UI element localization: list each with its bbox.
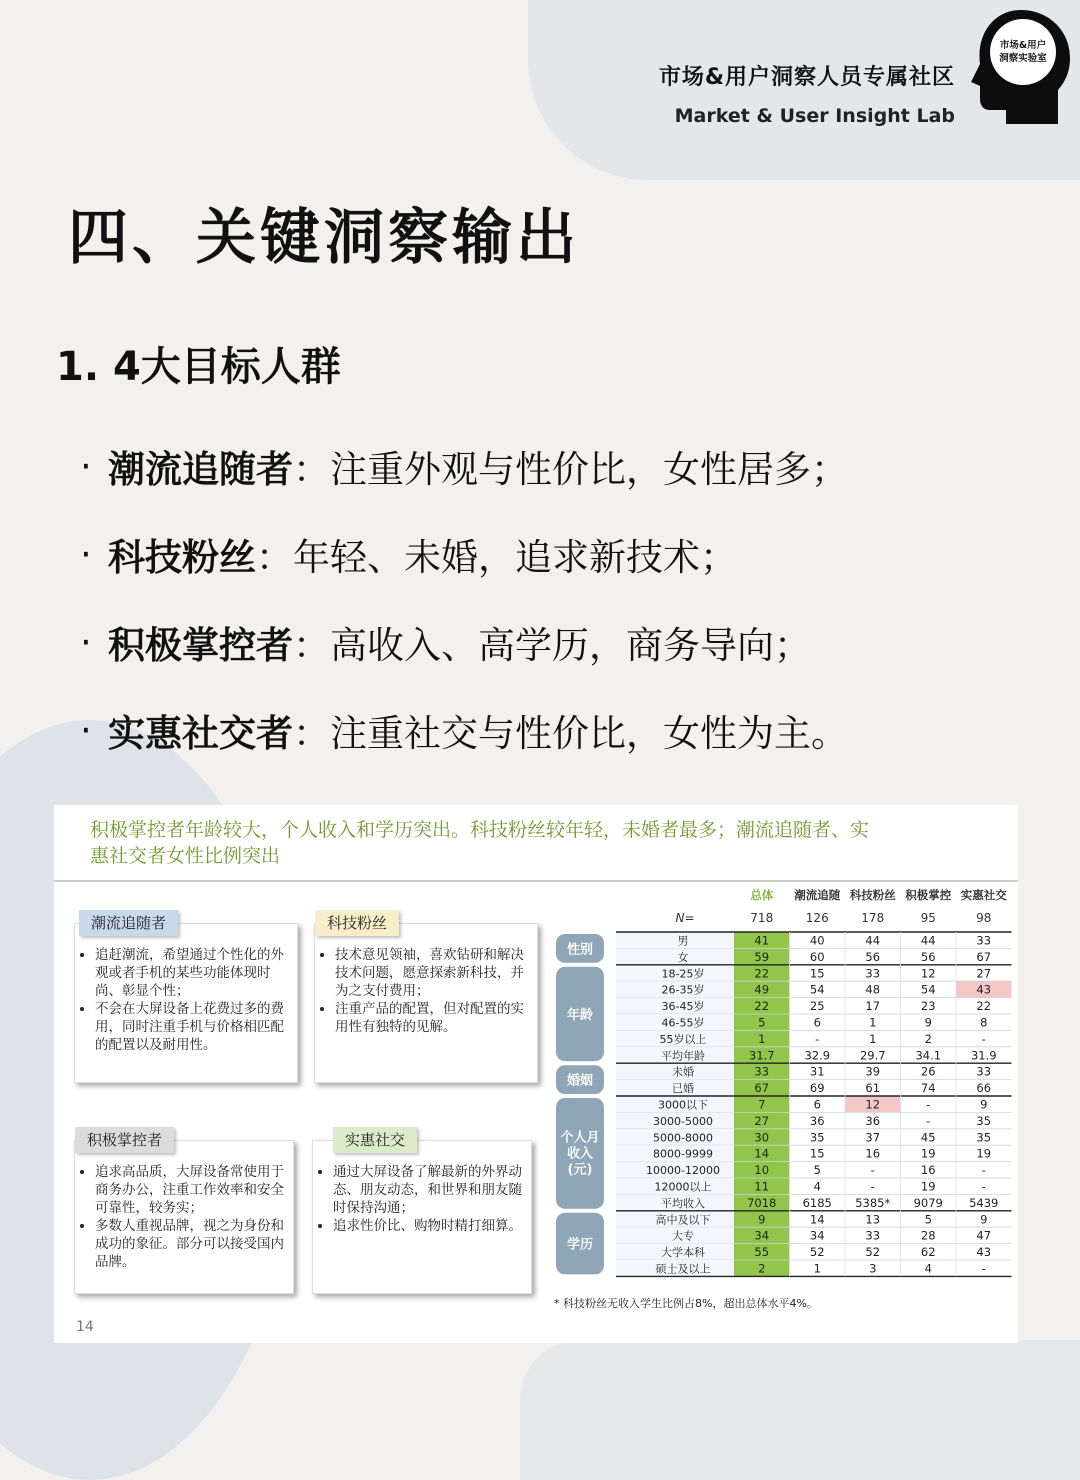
- row-label: 已婚: [672, 1082, 694, 1096]
- bullet-item: [80, 422, 848, 510]
- bullet-dot: ·: [80, 620, 92, 664]
- row-label: 55岁以上: [659, 1032, 707, 1046]
- card-item: • 技术意见领袖，喜欢钻研和解决技术问题，愿意探索新科技，并为之支付费用；: [335, 946, 529, 1000]
- table-cell: 30: [754, 1130, 770, 1145]
- card-item: • 追求性价比、购物时精打细算。: [333, 1217, 523, 1235]
- table-cell: 62: [920, 1245, 936, 1260]
- table-cell: 52: [865, 1245, 881, 1260]
- table-cell: 43: [976, 1245, 992, 1260]
- column-header: 总体: [750, 888, 774, 902]
- bullet-term: 科技粉丝: [108, 536, 256, 579]
- row-label-bg: [616, 932, 734, 948]
- table-cell: 54: [809, 982, 825, 997]
- embedded-slide: [54, 805, 1018, 1343]
- row-label: 18-25岁: [661, 967, 705, 981]
- table-cell: -: [815, 1031, 820, 1046]
- table-cell: -: [981, 1031, 986, 1046]
- bullet-item: [80, 510, 848, 598]
- table-cell: 6185: [802, 1195, 832, 1210]
- table-cell: 22: [754, 999, 770, 1014]
- row-label: 10000-12000: [646, 1164, 720, 1178]
- table-cell: 14: [754, 1146, 770, 1161]
- n-value: 126: [805, 911, 829, 925]
- table-cell: 1: [813, 1261, 821, 1276]
- table-cell: 2: [758, 1261, 766, 1276]
- row-label: 平均年龄: [661, 1049, 705, 1063]
- table-cell: 17: [865, 999, 881, 1014]
- page-number: 14: [76, 1319, 94, 1335]
- table-cell: 33: [865, 966, 881, 981]
- table-cell: 7: [758, 1097, 766, 1112]
- row-label: 3000-5000: [653, 1114, 713, 1128]
- table-cell: 34.1: [915, 1048, 942, 1063]
- row-label: 3000以下: [658, 1098, 708, 1112]
- table-cell: 59: [754, 949, 770, 964]
- table-cell: 14: [809, 1212, 825, 1227]
- row-label: 男: [677, 934, 689, 948]
- table-cell: 15: [809, 966, 825, 981]
- group-label: 年龄: [566, 1008, 594, 1023]
- table-cell: 9: [924, 1015, 932, 1030]
- table-cell: 9: [758, 1212, 766, 1227]
- card-item: • 通过大屏设备了解最新的外界动态、朋友动态，和世界和朋友随时保持沟通；: [333, 1163, 523, 1217]
- table-cell: 34: [754, 1228, 770, 1243]
- n-value: 178: [861, 911, 885, 925]
- table-cell: 66: [976, 1081, 992, 1096]
- n-value: 98: [976, 911, 992, 925]
- table-cell: -: [870, 1163, 875, 1178]
- table-cell: 32.9: [804, 1048, 831, 1063]
- table-cell: -: [926, 1113, 931, 1128]
- table-cell: 35: [976, 1113, 992, 1128]
- card-item: • 注重产品的配置，但对配置的实用性有独特的见解。: [335, 1000, 529, 1036]
- slide-headline: [90, 817, 990, 869]
- row-label: 女: [677, 950, 689, 964]
- table-cell: 47: [976, 1228, 992, 1243]
- card-item: • 多数人重视品牌，视之为身份和成功的象征。部分可以接受国内品牌。: [95, 1217, 285, 1271]
- card-item: • 追求高品质，大屏设备常使用于商务办公，注重工作效率和安全可靠性，较务实；: [95, 1163, 285, 1217]
- table-cell: 2: [924, 1031, 932, 1046]
- table-cell: -: [870, 1179, 875, 1194]
- card-tag: 科技粉丝: [315, 910, 399, 936]
- table-cell: 23: [920, 999, 936, 1014]
- table-cell: 15: [809, 1146, 825, 1161]
- table-cell: 31.9: [970, 1048, 997, 1063]
- row-label: 36-45岁: [661, 1000, 705, 1014]
- table-cell: 9079: [913, 1195, 943, 1210]
- table-cell: 61: [865, 1081, 881, 1096]
- table-cell: 19: [920, 1146, 936, 1161]
- n-value: 95: [920, 911, 936, 925]
- table-cell: 33: [976, 1064, 992, 1079]
- table-cell: 3: [869, 1261, 877, 1276]
- table-cell: -: [981, 1179, 986, 1194]
- table-cell: 31: [809, 1064, 825, 1079]
- table-cell: 12: [865, 1097, 881, 1112]
- row-label: 8000-9999: [653, 1147, 713, 1161]
- table-cell: 35: [809, 1130, 825, 1145]
- table-cell: 55: [754, 1245, 770, 1260]
- table-cell: 45: [920, 1130, 936, 1145]
- table-cell: 6: [813, 1097, 821, 1112]
- table-cell: 1: [869, 1015, 877, 1030]
- group-label: 个人月: [560, 1130, 600, 1146]
- table-cell: 33: [865, 1228, 881, 1243]
- row-label: 46-55岁: [661, 1016, 705, 1030]
- persona-card: [312, 1131, 532, 1294]
- table-cell: 5439: [969, 1195, 999, 1210]
- bullet-item: [80, 598, 848, 686]
- table-cell: 16: [865, 1146, 881, 1161]
- table-cell: 11: [754, 1179, 770, 1194]
- section-title: 1. 4大目标人群: [56, 344, 341, 390]
- table-cell: 34: [809, 1228, 825, 1243]
- table-cell: 41: [754, 933, 770, 948]
- group-label: 婚姻: [566, 1073, 594, 1089]
- table-cell: 39: [865, 1064, 881, 1079]
- table-cell: 22: [754, 966, 770, 981]
- bullet-desc: ：注重社交与性价比，女性为主。: [293, 712, 848, 755]
- group-label: (元): [567, 1162, 593, 1178]
- table-cell: 19: [976, 1146, 992, 1161]
- table-cell: 31.7: [748, 1048, 775, 1063]
- table-cell: 25: [809, 999, 825, 1014]
- table-cell: 74: [920, 1081, 936, 1096]
- bullet-term: 实惠社交者: [108, 712, 293, 755]
- divider: [54, 880, 1018, 882]
- table-cell: 35: [976, 1130, 992, 1145]
- table-cell: 8: [980, 1015, 988, 1030]
- table-cell: 54: [920, 982, 936, 997]
- table-cell: 40: [809, 933, 825, 948]
- logo-text: 洞察实验室: [999, 53, 1047, 64]
- row-label: 12000以上: [654, 1180, 712, 1194]
- column-header: 潮流追随: [794, 888, 841, 902]
- persona-card: [74, 1131, 294, 1294]
- table-cell: -: [981, 1261, 986, 1276]
- table-cell: -: [981, 1163, 986, 1178]
- row-label: 平均收入: [661, 1196, 705, 1210]
- card-list: [313, 1141, 531, 1235]
- column-header: 科技粉丝: [849, 888, 896, 902]
- table-cell: 5: [924, 1212, 932, 1227]
- table-cell: 1: [758, 1031, 766, 1046]
- table-cell: 36: [809, 1113, 825, 1128]
- table-cell: 12: [920, 966, 936, 981]
- table-cell: 9: [980, 1212, 988, 1227]
- table-cell: 13: [865, 1212, 881, 1227]
- table-footnote: * 科技粉丝无收入学生比例占8%，超出总体水平4%。: [554, 1297, 818, 1310]
- table-cell: 19: [920, 1179, 936, 1194]
- brand-block: [659, 60, 955, 127]
- table-cell: 27: [754, 1113, 770, 1128]
- table-cell: 67: [754, 1081, 770, 1096]
- row-label: 26-35岁: [661, 983, 705, 997]
- background-shape: [520, 1340, 1080, 1480]
- table-cell: 5: [813, 1163, 821, 1178]
- bullet-dot: ·: [80, 532, 92, 576]
- table-cell: 44: [920, 933, 936, 948]
- card-list: [75, 1141, 293, 1271]
- slide-headline-line: 惠社交者女性比例突出: [90, 845, 281, 867]
- bullet-term: 潮流追随者: [108, 448, 293, 491]
- table-cell: 33: [976, 933, 992, 948]
- logo-text: 市场&用户: [999, 40, 1047, 51]
- table-cell: 26: [920, 1064, 936, 1079]
- row-label: 硕士及以上: [655, 1262, 711, 1276]
- bullet-desc: ：高收入、高学历，商务导向；: [293, 624, 811, 667]
- table-cell: 4: [924, 1261, 932, 1276]
- group-label: 性别: [566, 942, 594, 958]
- card-tag: 潮流追随者: [79, 910, 178, 936]
- card-list: [315, 924, 537, 1036]
- column-header: 积极掌控: [905, 888, 952, 902]
- bullet-desc: ：注重外观与性价比，女性居多；: [293, 448, 848, 491]
- row-label-bg: [616, 948, 734, 964]
- card-item: • 追赶潮流，希望通过个性化的外观或者手机的某些功能体现时尚、彰显个性；: [95, 946, 289, 1000]
- bullet-term: 积极掌控者: [108, 624, 293, 667]
- table-cell: 56: [865, 949, 881, 964]
- row-label: 未婚: [672, 1065, 694, 1079]
- card-tag: 实惠社交: [333, 1127, 417, 1153]
- row-label: 5000-8000: [653, 1131, 713, 1145]
- table-cell: 43: [976, 982, 992, 997]
- card-item: • 不会在大屏设备上花费过多的费用，同时注重手机与价格相匹配的配置以及耐用性。: [95, 1000, 289, 1054]
- brand-en: Market & User Insight Lab: [674, 105, 955, 127]
- table-cell: 5385*: [855, 1195, 891, 1210]
- head-logo-icon: [966, 6, 1076, 128]
- table-cell: 4: [813, 1179, 821, 1194]
- bullet-dot: ·: [80, 708, 92, 752]
- persona-card: [74, 914, 298, 1083]
- page-title: 四、关键洞察输出: [68, 203, 580, 273]
- brand-cn: 市场&用户洞察人员专属社区: [658, 65, 955, 90]
- group-label: 收入: [566, 1146, 594, 1162]
- row-label: 大专: [672, 1229, 694, 1243]
- card-list: [75, 924, 297, 1054]
- table-cell: 49: [754, 982, 770, 997]
- table-cell: 29.7: [859, 1048, 886, 1063]
- table-cell: 52: [809, 1245, 825, 1260]
- n-label: N=: [675, 911, 695, 925]
- table-cell: 7018: [747, 1195, 777, 1210]
- table-cell: 22: [976, 999, 992, 1014]
- group-label: 学历: [566, 1237, 594, 1253]
- table-cell: 48: [865, 982, 881, 997]
- bullet-desc: ：年轻、未婚，追求新技术；: [256, 536, 737, 579]
- table-cell: 1: [869, 1031, 877, 1046]
- bullet-dot: ·: [80, 444, 92, 488]
- table-cell: 27: [976, 966, 992, 981]
- table-cell: 60: [809, 949, 825, 964]
- table-cell: 10: [754, 1163, 770, 1178]
- table-cell: 5: [758, 1015, 766, 1030]
- bullet-list: [80, 422, 848, 774]
- row-label: 高中及以下: [655, 1213, 711, 1227]
- table-cell: -: [926, 1097, 931, 1112]
- table-cell: 6: [813, 1015, 821, 1030]
- table-cell: 69: [809, 1081, 825, 1096]
- table-cell: 37: [865, 1130, 881, 1145]
- bullet-item: [80, 686, 848, 774]
- slide-headline-line: 积极掌控者年龄较大，个人收入和学历突出。科技粉丝较年轻，未婚者最多；潮流追随者、实: [90, 819, 870, 841]
- table-cell: 16: [920, 1163, 936, 1178]
- row-label: 大学本科: [661, 1246, 705, 1260]
- persona-card: [314, 914, 538, 1083]
- card-tag: 积极掌控者: [75, 1127, 174, 1153]
- demographics-table: [554, 885, 1014, 1295]
- table-cell: 36: [865, 1113, 881, 1128]
- table-cell: 9: [980, 1097, 988, 1112]
- table-cell: 67: [976, 949, 992, 964]
- column-header: 实惠社交: [960, 888, 1007, 902]
- table-cell: 33: [754, 1064, 770, 1079]
- n-value: 718: [750, 911, 774, 925]
- table-cell: 56: [920, 949, 936, 964]
- table-cell: 28: [920, 1228, 936, 1243]
- table-cell: 44: [865, 933, 881, 948]
